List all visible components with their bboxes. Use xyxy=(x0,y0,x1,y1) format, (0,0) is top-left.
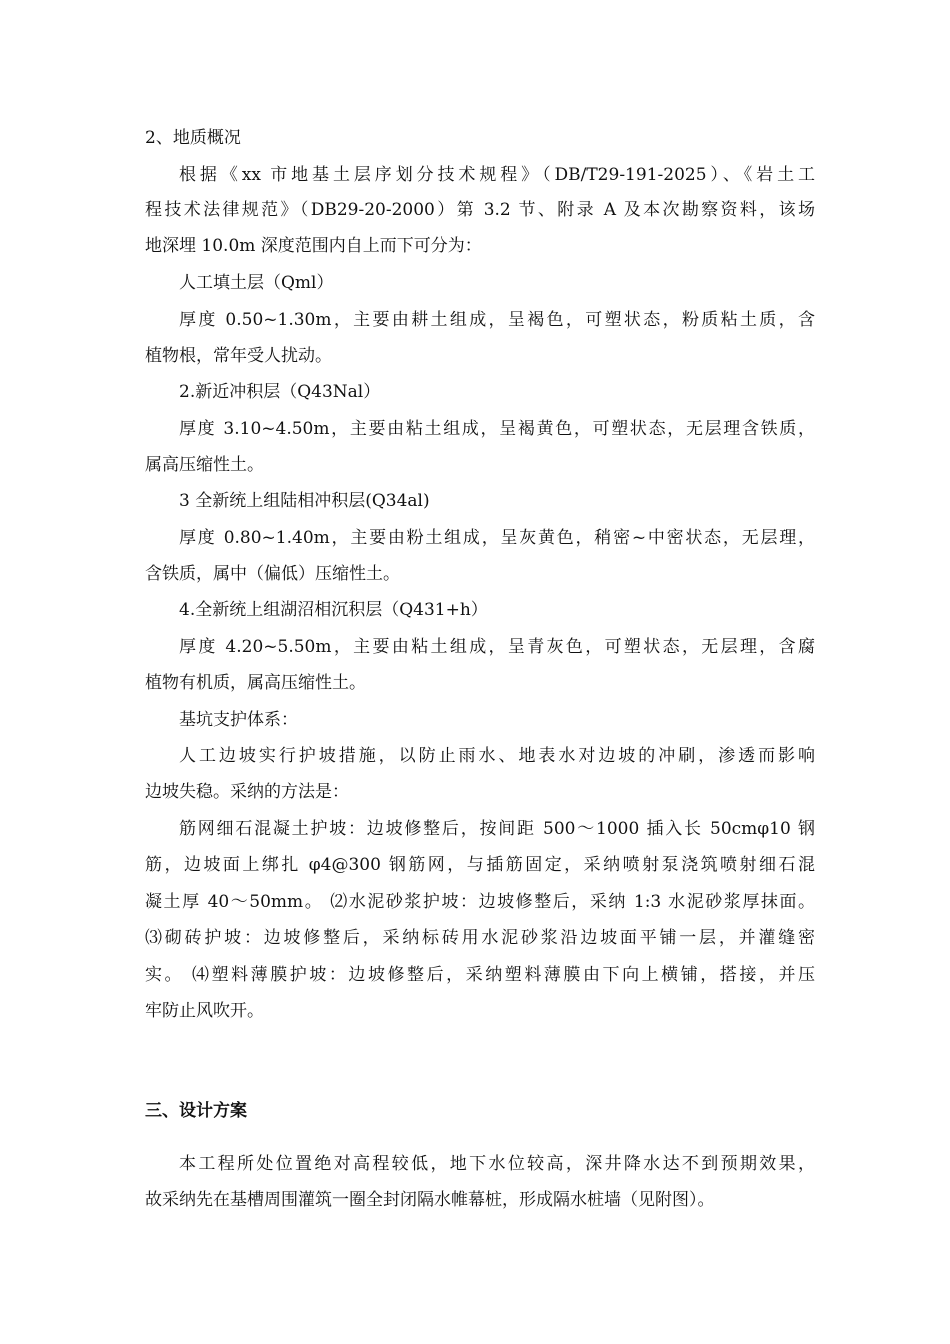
section-3-title: 三、设计方案 xyxy=(145,1101,247,1121)
section-3-body-2: 故采纳先在基槽周围灌筑一圈全封闭隔水帷幕桩，形成隔水桩墙（见附图）。 xyxy=(145,1190,715,1210)
layer-4-desc-1: 厚度 4.20~5.50m，主要由粘土组成，呈青灰色，可塑状态，无层理，含腐 xyxy=(179,637,815,657)
layer-1-desc-1: 厚度 0.50~1.30m，主要由耕土组成，呈褐色，可塑状态，粉质粘土质，含 xyxy=(179,310,815,330)
support-title: 基坑支护体系： xyxy=(179,710,298,730)
support-method-line-1: 筋网细石混凝土护坡：边坡修整后，按间距 500～1000 插入长 50cmφ10 钢 xyxy=(179,819,815,839)
layer-2-desc-2: 属高压缩性土。 xyxy=(145,455,264,475)
support-method-line-6: 牢防止风吹开。 xyxy=(145,1001,264,1021)
layer-3-desc-2: 含铁质，属中（偏低）压缩性土。 xyxy=(145,564,400,584)
layer-3-name: 3 全新统上组陆相冲积层(Q34al) xyxy=(179,491,430,511)
layer-2-name: 2.新近冲积层（Q43Nal） xyxy=(179,382,381,402)
section-2-title: 2、地质概况 xyxy=(145,128,241,148)
layer-4-desc-2: 植物有机质，属高压缩性土。 xyxy=(145,673,366,693)
layer-1-name: 人工填土层（Qml） xyxy=(179,273,334,293)
support-method-line-5: 实。 ⑷塑料薄膜护坡：边坡修整后，采纳塑料薄膜由下向上横铺，搭接，并压 xyxy=(145,965,815,985)
layer-2-desc-1: 厚度 3.10~4.50m，主要由粘土组成，呈褐黄色，可塑状态，无层理含铁质， xyxy=(179,419,815,439)
intro-line-1: 根据《xx 市地基土层序划分技术规程》（DB/T29-191-2025）、《岩土工 xyxy=(179,165,815,185)
layer-3-desc-1: 厚度 0.80~1.40m，主要由粉土组成，呈灰黄色，稍密~中密状态，无层理， xyxy=(179,528,815,548)
support-method-line-2: 筋，边坡面上绑扎 φ4@300 钢筋网，与插筋固定，采纳喷射泵浇筑喷射细石混 xyxy=(145,855,815,875)
support-method-line-4: ⑶砌砖护坡：边坡修整后，采纳标砖用水泥砂浆沿边坡面平铺一层，并灌缝密 xyxy=(145,928,815,948)
intro-line-2: 程技术法律规范》（DB29-20-2000）第 3.2 节、附录 A 及本次勘察资料，该场 xyxy=(145,200,815,220)
layer-4-name: 4.全新统上组湖沼相沉积层（Q431+h） xyxy=(179,600,488,620)
support-method-line-3: 凝土厚 40～50mm。 ⑵水泥砂浆护坡：边坡修整后，采纳 1:3 水泥砂浆厚抹面。 xyxy=(145,892,815,912)
layer-1-desc-2: 植物根，常年受人扰动。 xyxy=(145,346,332,366)
intro-line-3: 地深埋 10.0m 深度范围内自上而下可分为： xyxy=(145,236,482,256)
section-3-body-1: 本工程所处位置绝对高程较低，地下水位较高，深井降水达不到预期效果， xyxy=(179,1154,815,1174)
support-intro-2: 边坡失稳。采纳的方法是： xyxy=(145,782,349,802)
support-intro-1: 人工边坡实行护坡措施，以防止雨水、地表水对边坡的冲刷，渗透而影响 xyxy=(179,746,815,766)
